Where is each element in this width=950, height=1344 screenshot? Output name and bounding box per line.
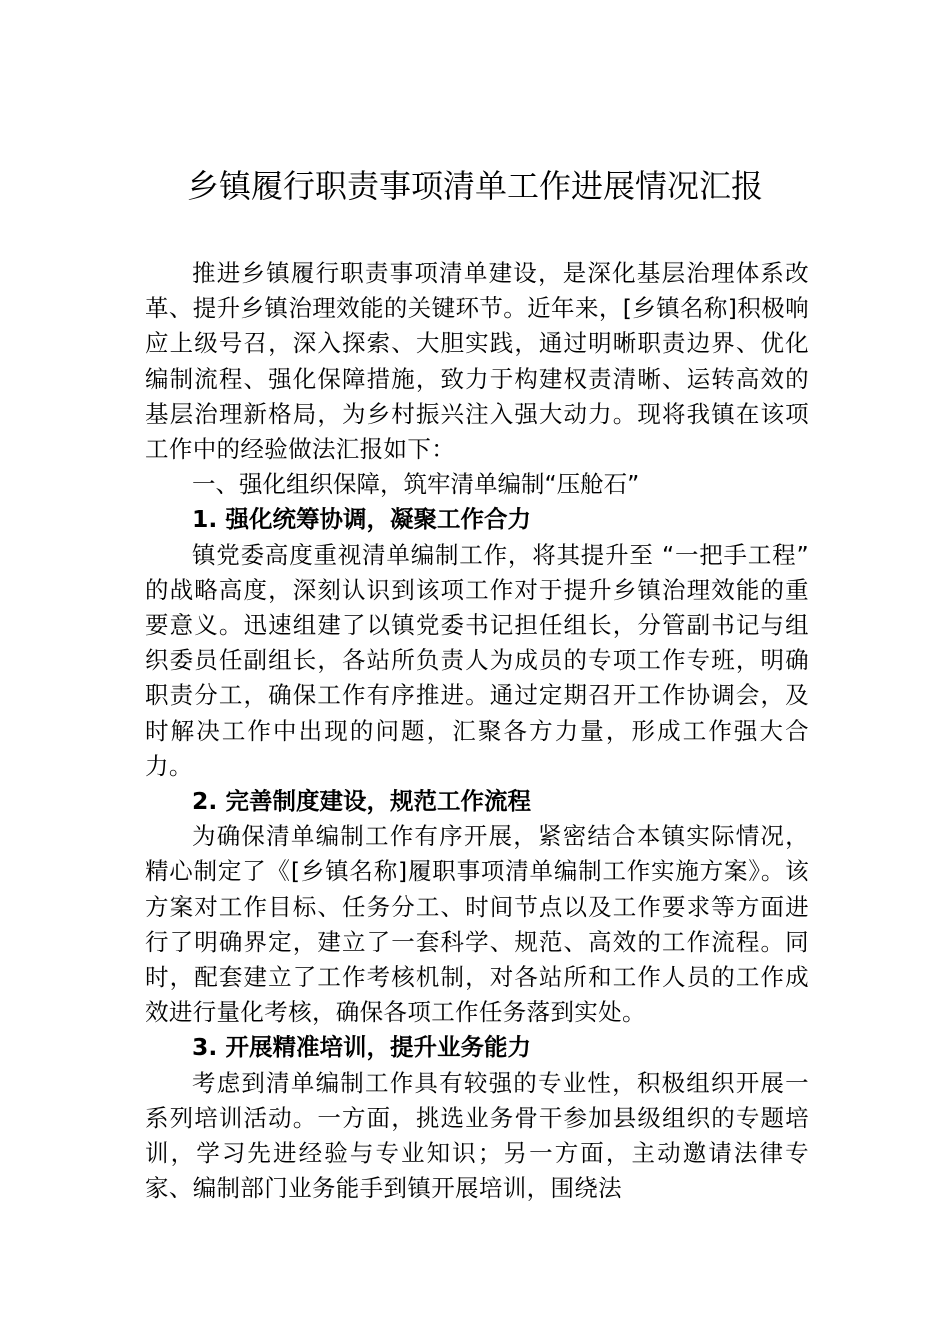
subsection-heading-1: 1. 强化统筹协调，凝聚工作合力	[192, 505, 531, 534]
intro-paragraph: 推进乡镇履行职责事项清单建设，是深化基层治理体系改革、提升乡镇治理效能的关键环节。近年来，[乡镇名称]积极响应上级号召，深入探索、大胆实践，通过明晰职责边界、优化编制流程、强化保障措施，致力于构建权责清晰、运转高效的基层治理新格局，为乡村振兴注入强大动力。现将我镇在该项工作中的经验做法汇报如下：	[145, 259, 809, 464]
subsection-heading-2: 2. 完善制度建设，规范工作流程	[192, 787, 531, 816]
subsection-body-3: 考虑到清单编制工作具有较强的专业性，积极组织开展一系列培训活动。一方面，挑选业务骨干参加县级组织的专题培训，学习先进经验与专业知识；另一方面，主动邀请法律专家、编制部门业务能手到镇开展培训，围绕法	[145, 1068, 809, 1203]
subsection-body-1: 镇党委高度重视清单编制工作，将其提升至 “一把手工程” 的战略高度，深刻认识到该项工作对于提升乡镇治理效能的重要意义。迅速组建了以镇党委书记担任组长，分管副书记与组织委员任副组长，各站所负责人为成员的专项工作专班，明确职责分工，确保工作有序推进。通过定期召开工作协调会，及时解决工作中出现的问题，汇聚各方力量，形成工作强大合力。	[145, 540, 809, 780]
subsection-heading-3: 3. 开展精准培训，提升业务能力	[192, 1033, 531, 1062]
document-title: 乡镇履行职责事项清单工作进展情况汇报	[186, 167, 763, 205]
document-body	[145, 256, 809, 1206]
subsection-body-2: 为确保清单编制工作有序开展，紧密结合本镇实际情况，精心制定了《[乡镇名称]履职事项清单编制工作实施方案》。该方案对工作目标、任务分工、时间节点以及工作要求等方面进行了明确界定，建立了一套科学、规范、高效的工作流程。同时，配套建立了工作考核机制，对各站所和工作人员的工作成效进行量化考核，确保各项工作任务落到实处。	[145, 822, 809, 1027]
section-heading-1: 一、强化组织保障，筑牢清单编制“压舱石”	[192, 470, 640, 499]
